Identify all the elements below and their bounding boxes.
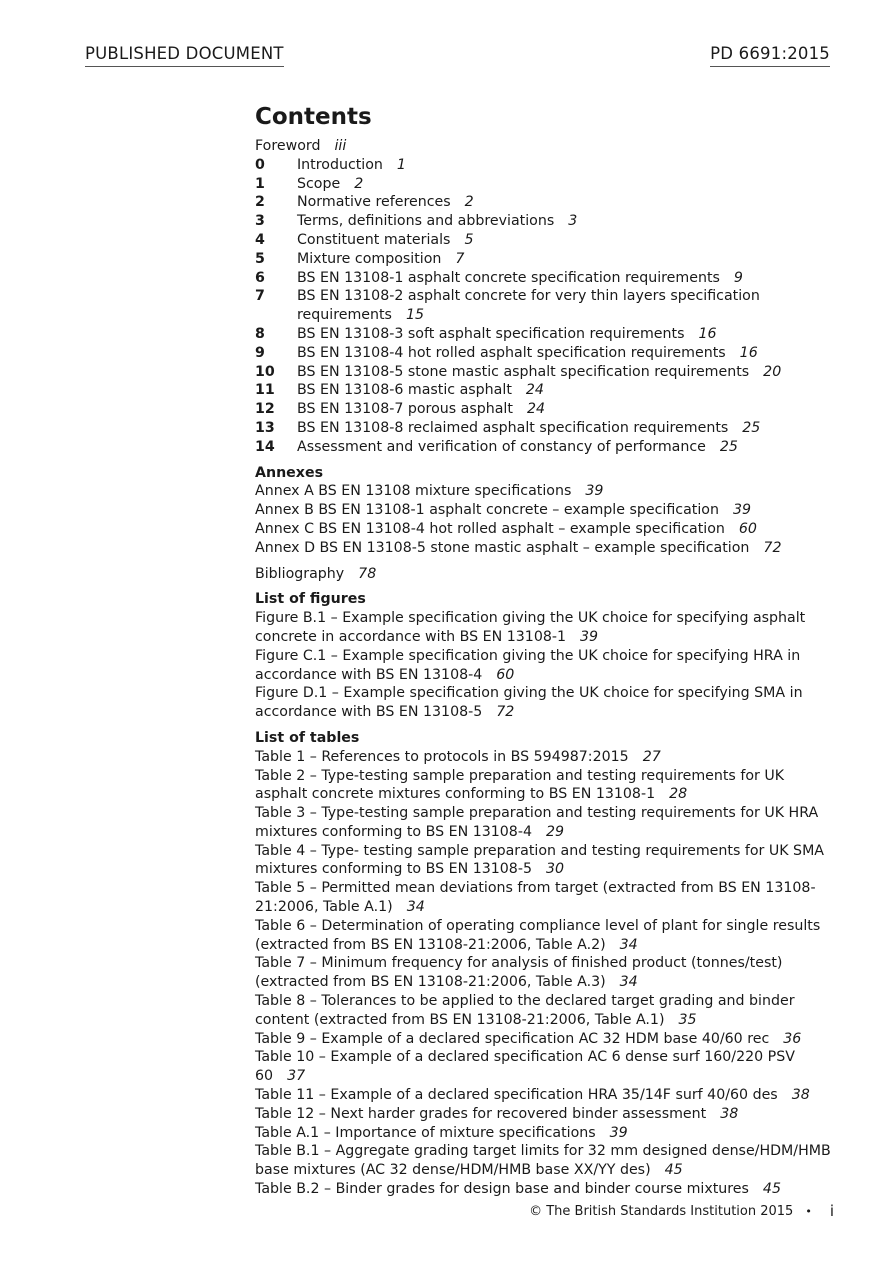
toc-entry-title: Table 12 – Next harder grades for recovered binder assessment: [255, 1105, 707, 1122]
toc-clause-11[interactable]: [255, 381, 835, 400]
toc-page-number: 72: [763, 539, 782, 556]
toc-clause-0[interactable]: [255, 156, 835, 175]
toc-entry-title: Introduction: [297, 156, 383, 173]
toc-entry-title: Table B.1 – Aggregate grading target limits for 32 mm designed dense/HDM/HMB base mixtures (AC 32 dense/HDM/HMB base XX/YY des): [255, 1143, 831, 1179]
toc-page-number: 27: [642, 748, 661, 765]
toc-page-number: 38: [720, 1105, 739, 1122]
toc-page-number: 9: [733, 269, 743, 286]
toc-table-6[interactable]: [255, 917, 835, 955]
toc-page-number: 24: [526, 401, 545, 418]
toc-page-number: 15: [405, 307, 424, 324]
toc-clause-4[interactable]: [255, 231, 835, 250]
toc-entry-title: BS EN 13108-1 asphalt concrete specification requirements: [297, 269, 720, 286]
toc-table-3[interactable]: [255, 804, 835, 842]
toc-page-number: 78: [358, 565, 377, 582]
toc-page-number: 35: [678, 1011, 697, 1028]
toc-page-number: 34: [406, 899, 425, 916]
clause-number: 0: [255, 156, 265, 173]
contents-list: [255, 103, 835, 1199]
toc-entry-title: Constituent materials: [297, 231, 451, 248]
clause-number: 13: [255, 419, 275, 436]
toc-figure-b1[interactable]: [255, 609, 835, 647]
toc-entry-title: Normative references: [297, 194, 451, 211]
toc-entry-title: BS EN 13108-3 soft asphalt specification requirements: [297, 325, 685, 342]
toc-clause-3[interactable]: [255, 212, 835, 231]
toc-page-number: 16: [698, 325, 717, 342]
toc-bibliography[interactable]: [255, 565, 835, 584]
toc-page-number: 20: [763, 363, 782, 380]
toc-page-number: 7: [455, 250, 465, 267]
toc-page-number: 45: [762, 1181, 781, 1198]
clause-number: 4: [255, 231, 265, 248]
toc-table-11[interactable]: [255, 1086, 835, 1105]
toc-clause-5[interactable]: [255, 250, 835, 269]
toc-entry-title: Table 5 – Permitted mean deviations from target (extracted from BS EN 13108-21:2006, Table A.1): [255, 880, 816, 916]
toc-page-number: 38: [791, 1087, 810, 1104]
toc-clause-9[interactable]: [255, 344, 835, 363]
toc-entry-title: Table 11 – Example of a declared specification HRA 35/14F surf 40/60 des: [255, 1087, 778, 1104]
toc-page-number: 30: [545, 861, 565, 878]
toc-table-10[interactable]: [255, 1048, 835, 1086]
clause-number: 11: [255, 382, 275, 399]
toc-entry-title: Bibliography: [255, 565, 345, 582]
toc-entry-title: Figure D.1 – Example specification giving the UK choice for specifying SMA in accordance with BS EN 13108-5: [255, 685, 803, 721]
clause-number: 9: [255, 344, 265, 361]
toc-table-1[interactable]: [255, 748, 835, 767]
toc-page-number: 29: [545, 823, 565, 840]
toc-page-number: 60: [738, 520, 757, 537]
toc-foreword[interactable]: [255, 137, 835, 156]
toc-annex-c[interactable]: [255, 520, 835, 539]
toc-table-8[interactable]: [255, 992, 835, 1030]
toc-clause-7[interactable]: [255, 287, 835, 325]
toc-page-number: 16: [739, 344, 758, 361]
toc-page-number: 37: [287, 1068, 306, 1085]
toc-page-number: 72: [496, 704, 515, 721]
toc-page-number: 34: [619, 936, 638, 953]
clause-number: 8: [255, 325, 265, 342]
toc-entry-title: Annex A BS EN 13108 mixture specifications: [255, 483, 572, 500]
tables-heading: List of tables: [255, 729, 360, 746]
toc-clause-8[interactable]: [255, 325, 835, 344]
annexes-heading: Annexes: [255, 464, 324, 481]
toc-page-number: 25: [719, 438, 738, 455]
toc-page-number: iii: [334, 138, 347, 154]
toc-table-5[interactable]: [255, 879, 835, 917]
toc-page-number: 3: [568, 213, 578, 230]
toc-entry-title: Table 6 – Determination of operating compliance level of plant for single results (extracted from BS EN 13108-21:2006, Table A.2): [255, 917, 821, 953]
clause-number: 5: [255, 250, 265, 267]
clause-number: 14: [255, 438, 275, 455]
toc-entry-title: BS EN 13108-6 mastic asphalt: [297, 382, 512, 399]
toc-annex-d[interactable]: [255, 539, 835, 558]
toc-page-number: 28: [669, 786, 688, 803]
toc-page-number: 2: [354, 175, 364, 192]
clause-number: 3: [255, 213, 265, 230]
toc-entry-title: Annex B BS EN 13108-1 asphalt concrete – example specification: [255, 502, 719, 519]
toc-page-number: 39: [609, 1124, 628, 1141]
toc-entry-title: Terms, definitions and abbreviations: [297, 213, 555, 230]
toc-clause-14[interactable]: [255, 438, 835, 457]
toc-clause-2[interactable]: [255, 193, 835, 212]
toc-entry-title: BS EN 13108-5 stone mastic asphalt specification requirements: [297, 363, 750, 380]
toc-entry-title: Table 3 – Type-testing sample preparation and testing requirements for UK HRA mixtures conforming to BS EN 13108-4: [255, 805, 819, 840]
clause-number: 2: [255, 194, 265, 211]
toc-page-number: 39: [580, 628, 599, 645]
toc-entry-title: BS EN 13108-4 hot rolled asphalt specification requirements: [297, 344, 726, 361]
toc-entry-title: Table 8 – Tolerances to be applied to the declared target grading and binder content (extracted from BS EN 13108-21:2006, Table A.1): [255, 993, 795, 1028]
page-title: Contents: [255, 104, 372, 130]
toc-table-b2[interactable]: [255, 1180, 835, 1199]
toc-table-4[interactable]: [255, 842, 835, 880]
page-number: i: [829, 1202, 834, 1220]
clause-number: 6: [255, 269, 265, 286]
toc-entry-title: Annex C BS EN 13108-4 hot rolled asphalt – example specification: [255, 520, 725, 537]
toc-page-number: 36: [783, 1030, 802, 1047]
toc-entry-title: Table B.2 – Binder grades for design base and binder course mixtures: [255, 1181, 749, 1198]
toc-table-2[interactable]: [255, 767, 835, 805]
toc-entry-title: Scope: [297, 175, 341, 192]
bullet-separator: •: [805, 1204, 812, 1218]
toc-page-number: 39: [732, 502, 752, 519]
toc-entry-title: Figure B.1 – Example specification giving the UK choice for specifying asphalt concrete in accordance with BS EN 13108-1: [255, 610, 806, 645]
toc-page-number: 34: [619, 974, 638, 991]
toc-annex-b[interactable]: [255, 501, 835, 520]
clause-number: 7: [255, 288, 265, 305]
toc-entry-title: Assessment and verification of constancy of performance: [297, 438, 706, 455]
toc-entry-title: BS EN 13108-2 asphalt concrete for very thin layers specification requirements: [297, 288, 760, 324]
clause-number: 10: [255, 363, 275, 380]
toc-page-number: 5: [464, 231, 474, 248]
toc-entry-title: Table A.1 – Importance of mixture specifications: [255, 1124, 596, 1141]
toc-entry-title: Mixture composition: [297, 250, 442, 267]
toc-entry-title: Foreword: [255, 138, 321, 154]
document-type-label: PUBLISHED DOCUMENT: [85, 44, 284, 67]
toc-figure-c1[interactable]: [255, 647, 835, 685]
toc-figure-d1[interactable]: [255, 684, 835, 722]
toc-entry-title: Table 2 – Type-testing sample preparation and testing requirements for UK asphalt concrete mixtures conforming to BS EN 13108-1: [255, 767, 785, 803]
toc-table-b1[interactable]: [255, 1142, 835, 1180]
toc-clause-13[interactable]: [255, 419, 835, 438]
toc-table-12[interactable]: [255, 1105, 835, 1124]
toc-clause-1[interactable]: [255, 175, 835, 194]
toc-entry-title: Annex D BS EN 13108-5 stone mastic asphalt – example specification: [255, 539, 750, 556]
toc-annex-a[interactable]: [255, 482, 835, 501]
toc-page-number: 39: [585, 483, 604, 500]
toc-page-number: 1: [396, 156, 406, 173]
toc-entry-title: Figure C.1 – Example specification giving the UK choice for specifying HRA in accordance with BS EN 13108-4: [255, 647, 801, 683]
page-footer: [529, 1202, 834, 1220]
copyright-notice: © The British Standards Institution 2015: [529, 1203, 794, 1219]
clause-list: [255, 156, 835, 457]
toc-page-number: 60: [496, 666, 515, 683]
clause-number: 12: [255, 401, 275, 418]
document-number: PD 6691:2015: [710, 44, 830, 67]
toc-table-9[interactable]: [255, 1030, 835, 1049]
toc-clause-10[interactable]: [255, 363, 835, 382]
toc-page-number: 25: [742, 419, 761, 436]
toc-table-7[interactable]: [255, 954, 835, 992]
toc-clause-6[interactable]: [255, 269, 835, 288]
toc-entry-title: Table 10 – Example of a declared specification AC 6 dense surf 160/220 PSV 60: [255, 1049, 795, 1085]
toc-clause-12[interactable]: [255, 400, 835, 419]
toc-entry-title: Table 9 – Example of a declared specification AC 32 HDM base 40/60 rec: [255, 1030, 770, 1047]
toc-page-number: 24: [525, 382, 544, 399]
toc-entry-title: BS EN 13108-7 porous asphalt: [297, 401, 513, 418]
toc-table-a1[interactable]: [255, 1124, 835, 1143]
toc-entry-title: Table 7 – Minimum frequency for analysis of finished product (tonnes/test) (extracted from BS EN 13108-21:2006, Table A.3): [255, 955, 783, 991]
toc-page-number: 2: [464, 194, 474, 211]
toc-entry-title: Table 4 – Type- testing sample preparation and testing requirements for UK SMA mixtures conforming to BS EN 13108-5: [255, 842, 825, 878]
toc-entry-title: Table 1 – References to protocols in BS 594987:2015: [255, 748, 629, 765]
figures-heading: List of figures: [255, 591, 366, 608]
toc-page-number: 45: [664, 1162, 683, 1179]
clause-number: 1: [255, 175, 265, 192]
toc-entry-title: BS EN 13108-8 reclaimed asphalt specification requirements: [297, 419, 729, 436]
